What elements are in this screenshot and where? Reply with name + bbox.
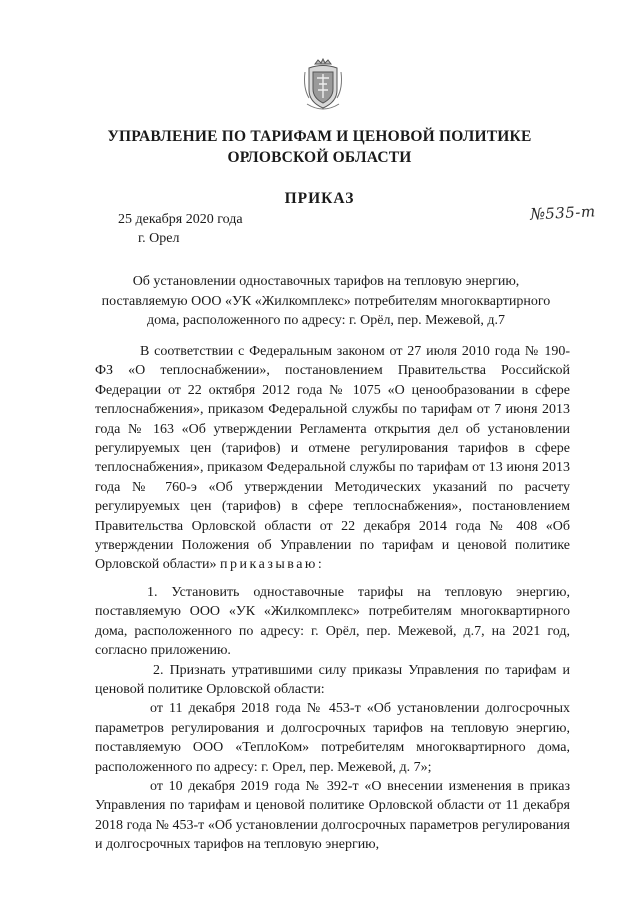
document-number <box>530 201 596 223</box>
coat-of-arms-icon <box>301 58 345 114</box>
item-2-subitem-b: от 10 декабря 2019 года № 392-т «О внесении изменения в приказ Управления по тарифам и ценовой политике Орловской области от 11 декабря 2018 года № 453-т «Об установлении долгосрочных параметров регулирования и долгосрочных тарифов на тепловую энергию, <box>95 778 570 853</box>
document-body <box>95 342 570 855</box>
document-city: г. Орел <box>138 231 180 246</box>
number-sign: № <box>529 203 546 224</box>
item-1-paragraph: 1. Установить одноставочные тарифы на тепловую энергию, поставляемую ООО «УК «Жилкомплекс» потребителям многоквартирного дома, расположенного по адресу: г. Орёл, пер. Межевой, д.7, на 2021 год, согласно приложению. <box>95 584 570 659</box>
item-2-paragraph: 2. Признать утратившими силу приказы Управления по тарифам и ценовой политике Орловской области: <box>95 662 570 697</box>
document-type-title: ПРИКАЗ <box>284 190 355 207</box>
organization-name-line2: ОРЛОВСКОЙ ОБЛАСТИ <box>227 149 412 166</box>
item-2-subitem-a: от 11 декабря 2018 года № 453-т «Об установлении долгосрочных параметров регулирования и долгосрочных тарифов на тепловую энергию, поставляемую ООО «ТеплоКом» потребителям многоквартирного дома, расположенного по адресу: г. Орел, пер. Межевой, д. 7»; <box>95 701 570 775</box>
subject-line: дома, расположенного по адресу: г. Орёл, пер. Межевой, д.7 <box>147 313 505 328</box>
preamble-paragraph <box>95 342 570 575</box>
document-date: 25 декабря 2020 года <box>118 212 243 227</box>
preamble-text: В соответствии с Федеральным законом от 27 июля 2010 года № 190-ФЗ «О теплоснабжении», постановлением Правительства Российской Федерации от 22 октября 2012 года № 1075 «О ценообразовании в сфере теплоснабжения», приказом Федеральной службы по тарифам от 7 июня 2013 года № 163 «Об утверждении Регламента открытия дел об установлении регулируемых цен (тарифов) и отмене регулирования тарифов в сфере теплоснабжения», приказом Федеральной службы по тарифам от 13 июня 2013 года № 760-э «Об утверждении Методических указаний по расчету регулируемых цен (тарифов) в сфере теплоснабжения», постановлением Правительства Орловской области от 22 декабря 2014 года № 408 «Об утверждении Положения об Управлении по тарифам и ценовой политике Орловской области» <box>95 344 570 573</box>
document-subject <box>92 272 560 331</box>
subject-line: поставляемую ООО «УК «Жилкомплекс» потребителям многоквартирного <box>101 293 551 309</box>
preamble-verb: приказываю: <box>220 557 325 573</box>
subject-line: Об установлении одноставочных тарифов на тепловую энергию, <box>132 274 520 289</box>
organization-name-line1: УПРАВЛЕНИЕ ПО ТАРИФАМ И ЦЕНОВОЙ ПОЛИТИКЕ <box>107 128 532 145</box>
handwritten-number: 535-т <box>544 202 597 223</box>
